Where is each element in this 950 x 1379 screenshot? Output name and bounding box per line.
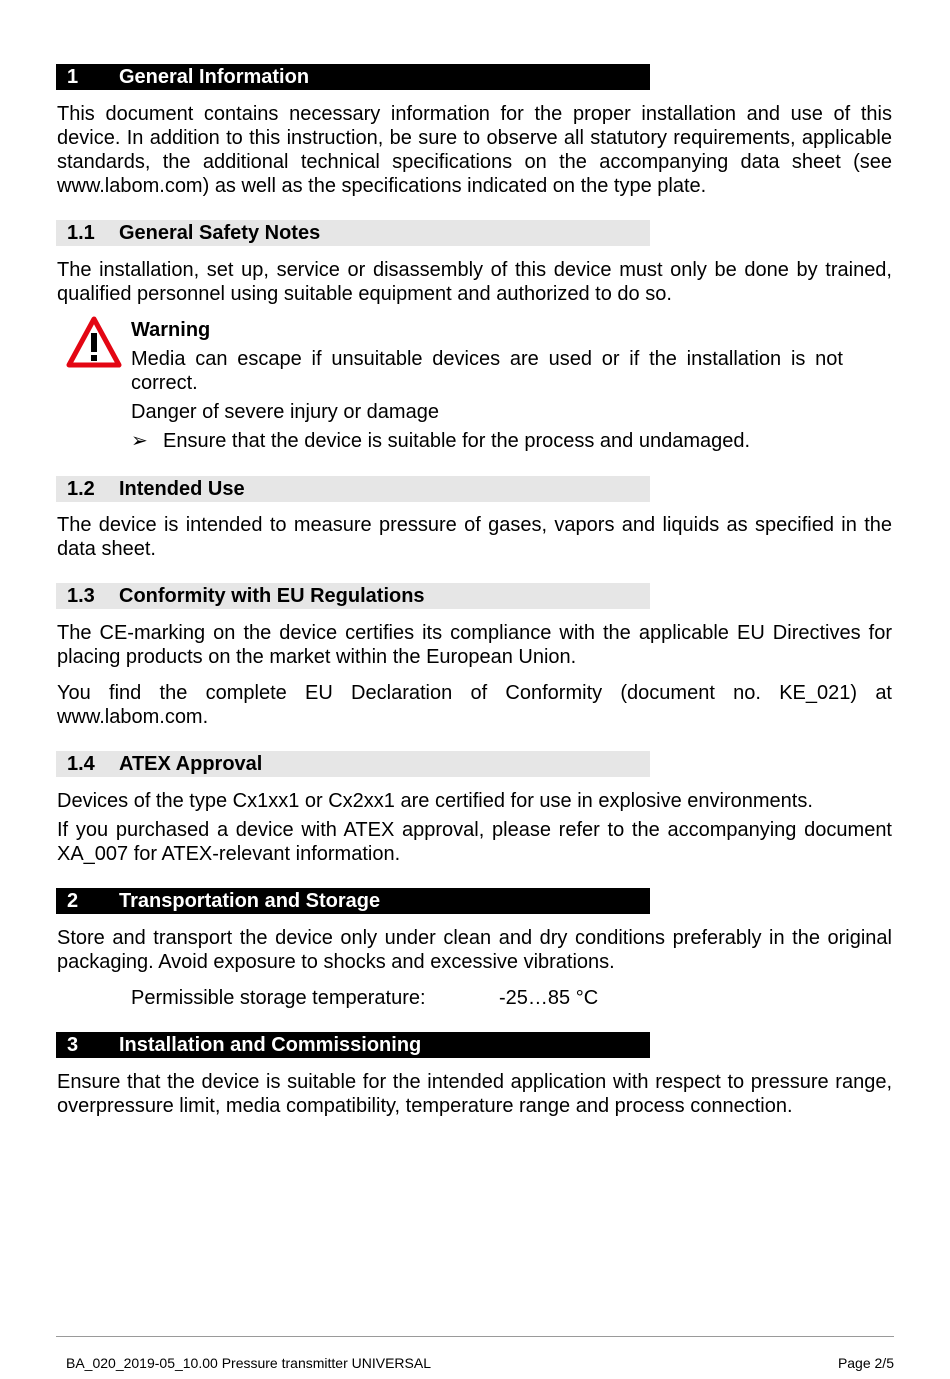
footer-divider	[56, 1336, 894, 1337]
warning-triangle-icon	[66, 316, 122, 368]
footer-document-id: BA_020_2019-05_10.00 Pressure transmitter UNIVERSAL	[66, 1355, 431, 1371]
heading-conformity-eu	[56, 583, 650, 609]
heading-title: Conformity with EU Regulations	[119, 585, 425, 607]
footer-page-number: Page 2/5	[837, 1355, 894, 1371]
heading-title: General Information	[119, 66, 310, 88]
warning-danger: Danger of severe injury or damage	[131, 401, 439, 423]
heading-title: General Safety Notes	[119, 222, 321, 244]
heading-number: 1	[67, 66, 79, 88]
heading-number: 3	[67, 1034, 79, 1056]
warning-bullet	[131, 429, 750, 453]
bullet-text: Ensure that the device is suitable for the process and undamaged.	[163, 430, 751, 452]
heading-number: 1.2	[67, 478, 95, 500]
paragraph-general-information: This document contains necessary information for the proper installation and use of this device. In addition to this instruction, be sure to observe all statutory requirements, applicable standards, the additional technical specifications on the accompanying data sheet (see www.labom.com) as well as the specifications indicated on the type plate.	[57, 103, 892, 197]
warning-text: Media can escape if unsuitable devices are used or if the installation is not correct.	[131, 348, 843, 394]
heading-title: Transportation and Storage	[119, 890, 381, 912]
paragraph-ce-marking: The CE-marking on the device certifies its compliance with the applicable EU Directives for placing products on the market within the European Union.	[57, 622, 892, 668]
storage-temperature-value: -25…85 °C	[499, 987, 599, 1009]
heading-transportation-storage	[56, 888, 650, 914]
heading-general-information	[56, 64, 650, 90]
heading-title: ATEX Approval	[119, 753, 263, 775]
heading-number: 1.3	[67, 585, 95, 607]
heading-installation-commissioning	[56, 1032, 650, 1058]
paragraph-transportation: Store and transport the device only under clean and dry conditions preferably in the original packaging. Avoid exposure to shocks and excessive vibrations.	[57, 927, 892, 973]
heading-title: Intended Use	[119, 478, 245, 500]
warning-title: Warning	[131, 319, 211, 341]
heading-intended-use	[56, 476, 650, 502]
heading-atex-approval	[56, 751, 650, 777]
heading-title: Installation and Commissioning	[119, 1034, 422, 1056]
paragraph-eu-declaration: You find the complete EU Declaration of Conformity (document no. KE_021) at www.labom.com.	[57, 682, 892, 728]
paragraph-installation: Ensure that the device is suitable for the intended application with respect to pressure range, overpressure limit, media compatibility, temperature range and process connection.	[57, 1071, 892, 1117]
heading-general-safety-notes	[56, 220, 650, 246]
heading-number: 1.1	[67, 222, 95, 244]
heading-number: 1.4	[67, 753, 95, 775]
paragraph-atex-document: If you purchased a device with ATEX approval, please refer to the accompanying document XA_007 for ATEX-relevant information.	[57, 819, 892, 865]
paragraph-safety-notes: The installation, set up, service or disassembly of this device must only be done by trained, qualified personnel using suitable equipment and authorized to do so.	[57, 259, 892, 305]
heading-number: 2	[67, 890, 79, 912]
paragraph-atex-devices: Devices of the type Cx1xx1 or Cx2xx1 are certified for use in explosive environments.	[57, 790, 813, 812]
storage-temperature-label: Permissible storage temperature:	[131, 987, 426, 1009]
paragraph-intended-use: The device is intended to measure pressure of gases, vapors and liquids as specified in the data sheet.	[57, 514, 892, 560]
bullet-arrow-icon: ➢	[131, 430, 148, 452]
